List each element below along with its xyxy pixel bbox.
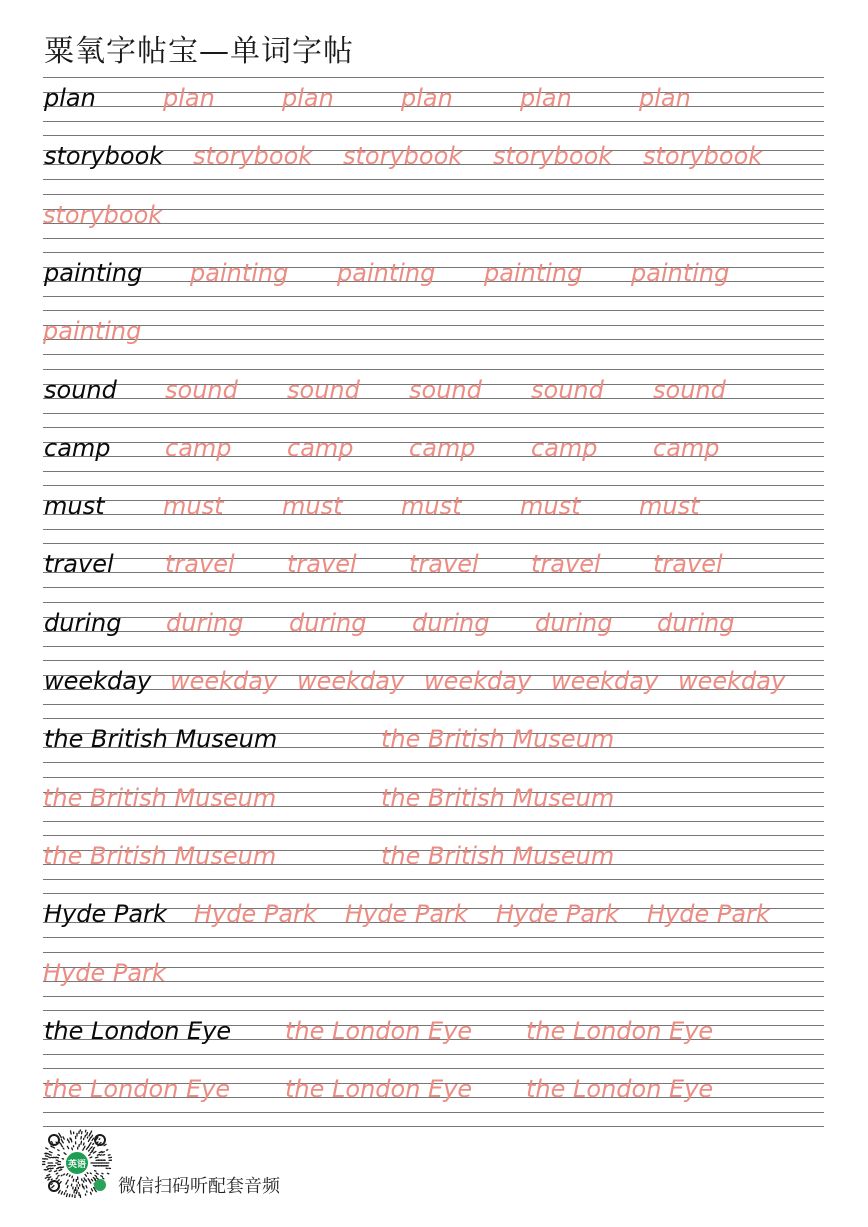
ruled-line bbox=[43, 339, 824, 340]
trace-word: sound bbox=[653, 375, 726, 404]
trace-word: must bbox=[282, 492, 343, 521]
footer-audio-hint: 微信扫码听配套音频 bbox=[118, 1176, 280, 1197]
ruled-line bbox=[43, 135, 824, 136]
model-word: Hyde Park bbox=[44, 900, 167, 929]
ruled-line bbox=[43, 413, 824, 414]
ruled-line bbox=[43, 821, 824, 822]
ruled-line bbox=[43, 1112, 824, 1113]
trace-word: must bbox=[401, 492, 462, 521]
practice-row bbox=[43, 1010, 824, 1068]
ruled-line bbox=[43, 937, 824, 938]
model-word: weekday bbox=[44, 667, 152, 695]
trace-word: sound bbox=[165, 375, 238, 404]
trace-word: plan bbox=[520, 84, 572, 112]
practice-row bbox=[43, 252, 824, 310]
ruled-line bbox=[43, 369, 824, 370]
practice-row bbox=[43, 893, 824, 951]
trace-word: travel bbox=[653, 550, 723, 579]
ruled-line bbox=[43, 718, 824, 719]
trace-word: Hyde Park bbox=[496, 900, 619, 929]
trace-word: during bbox=[412, 608, 490, 637]
practice-row bbox=[43, 718, 824, 776]
trace-word: must bbox=[639, 492, 700, 521]
model-word: must bbox=[44, 492, 105, 521]
mini-program-qr-code-icon[interactable] bbox=[42, 1128, 112, 1198]
trace-word: must bbox=[163, 492, 224, 521]
trace-word: plan bbox=[401, 84, 453, 112]
ruled-line bbox=[43, 587, 824, 588]
trace-word: painting bbox=[337, 258, 436, 287]
trace-word: during bbox=[166, 608, 244, 637]
model-word: camp bbox=[44, 433, 111, 462]
ruled-line bbox=[43, 354, 824, 355]
trace-word: painting bbox=[484, 258, 583, 287]
trace-word: weekday bbox=[170, 667, 278, 695]
practice-row bbox=[43, 543, 824, 601]
ruled-line bbox=[43, 1054, 824, 1055]
ruled-line bbox=[43, 310, 824, 311]
trace-word: weekday bbox=[678, 667, 786, 695]
model-word: storybook bbox=[44, 142, 164, 171]
trace-word: the London Eye bbox=[43, 1075, 231, 1104]
model-word: travel bbox=[44, 550, 114, 579]
trace-word: plan bbox=[282, 84, 334, 112]
ruled-line bbox=[43, 121, 824, 122]
ruled-line bbox=[43, 543, 824, 544]
trace-word: must bbox=[520, 492, 581, 521]
practice-row bbox=[43, 602, 824, 660]
trace-word: during bbox=[535, 608, 613, 637]
trace-word: camp bbox=[531, 433, 598, 462]
ruled-line bbox=[43, 296, 824, 297]
model-word: the London Eye bbox=[44, 1016, 232, 1045]
trace-word: camp bbox=[409, 433, 476, 462]
ruled-line bbox=[43, 1010, 824, 1011]
ruled-line bbox=[43, 471, 824, 472]
trace-word: weekday bbox=[551, 667, 659, 695]
footer bbox=[42, 1128, 462, 1200]
trace-word: Hyde Park bbox=[345, 900, 468, 929]
trace-word: Hyde Park bbox=[647, 900, 770, 929]
model-word: the British Museum bbox=[44, 725, 278, 754]
trace-word: the London Eye bbox=[285, 1016, 473, 1045]
trace-word: painting bbox=[43, 317, 142, 346]
practice-row bbox=[43, 1068, 824, 1126]
trace-word: travel bbox=[165, 550, 235, 579]
trace-word: storybook bbox=[493, 142, 613, 171]
trace-word: the British Museum bbox=[381, 841, 615, 870]
ruled-line bbox=[43, 325, 824, 326]
model-word: during bbox=[44, 608, 122, 637]
trace-word: the British Museum bbox=[43, 841, 277, 870]
trace-word: the London Eye bbox=[285, 1075, 473, 1104]
page-title: 粟氧字帖宝—单词字帖 bbox=[44, 34, 354, 69]
trace-word: Hyde Park bbox=[194, 900, 317, 929]
trace-word: during bbox=[289, 608, 367, 637]
ruled-line bbox=[43, 893, 824, 894]
ruled-line bbox=[43, 996, 824, 997]
trace-word: during bbox=[657, 608, 735, 637]
ruled-line bbox=[43, 835, 824, 836]
ruled-line bbox=[43, 879, 824, 880]
ruled-line bbox=[43, 660, 824, 661]
practice-row bbox=[43, 427, 824, 485]
practice-row bbox=[43, 835, 824, 893]
trace-word: sound bbox=[409, 375, 482, 404]
practice-row bbox=[43, 194, 824, 252]
trace-word: storybook bbox=[643, 142, 763, 171]
trace-word: the British Museum bbox=[381, 783, 615, 812]
practice-row bbox=[43, 952, 824, 1010]
practice-row bbox=[43, 777, 824, 835]
ruled-line bbox=[43, 602, 824, 603]
ruled-line bbox=[43, 1068, 824, 1069]
trace-word: plan bbox=[163, 84, 215, 112]
trace-word: weekday bbox=[297, 667, 405, 695]
trace-word: the London Eye bbox=[526, 1075, 714, 1104]
ruled-line bbox=[43, 777, 824, 778]
model-word: plan bbox=[44, 84, 96, 112]
ruled-line bbox=[43, 427, 824, 428]
ruled-line bbox=[43, 252, 824, 253]
model-word: painting bbox=[44, 258, 143, 287]
practice-row bbox=[43, 135, 824, 193]
ruled-line bbox=[43, 704, 824, 705]
practice-row bbox=[43, 485, 824, 543]
model-word: sound bbox=[44, 375, 117, 404]
qr-badge-label: 英语 bbox=[67, 1160, 87, 1170]
trace-word: camp bbox=[165, 433, 232, 462]
ruled-line bbox=[43, 529, 824, 530]
trace-word: storybook bbox=[193, 142, 313, 171]
trace-word: camp bbox=[653, 433, 720, 462]
trace-word: travel bbox=[409, 550, 479, 579]
practice-row bbox=[43, 660, 824, 718]
practice-row bbox=[43, 310, 824, 368]
practice-row bbox=[43, 369, 824, 427]
trace-word: the British Museum bbox=[43, 783, 277, 812]
trace-word: plan bbox=[639, 84, 691, 112]
trace-word: weekday bbox=[424, 667, 532, 695]
ruled-line bbox=[43, 952, 824, 953]
trace-word: travel bbox=[287, 550, 357, 579]
trace-word: the London Eye bbox=[526, 1016, 714, 1045]
trace-word: camp bbox=[287, 433, 354, 462]
trace-word: sound bbox=[287, 375, 360, 404]
trace-word: painting bbox=[631, 258, 730, 287]
trace-word: sound bbox=[531, 375, 604, 404]
ruled-line bbox=[43, 194, 824, 195]
ruled-line bbox=[43, 646, 824, 647]
ruled-line bbox=[43, 485, 824, 486]
trace-word: storybook bbox=[343, 142, 463, 171]
trace-word: storybook bbox=[43, 200, 163, 229]
ruled-line bbox=[43, 77, 824, 78]
trace-word: travel bbox=[531, 550, 601, 579]
ruled-line bbox=[43, 762, 824, 763]
ruled-line bbox=[43, 179, 824, 180]
trace-word: Hyde Park bbox=[43, 958, 166, 987]
ruled-line bbox=[43, 238, 824, 239]
trace-word: painting bbox=[190, 258, 289, 287]
practice-row bbox=[43, 77, 824, 135]
trace-word: the British Museum bbox=[381, 725, 615, 754]
